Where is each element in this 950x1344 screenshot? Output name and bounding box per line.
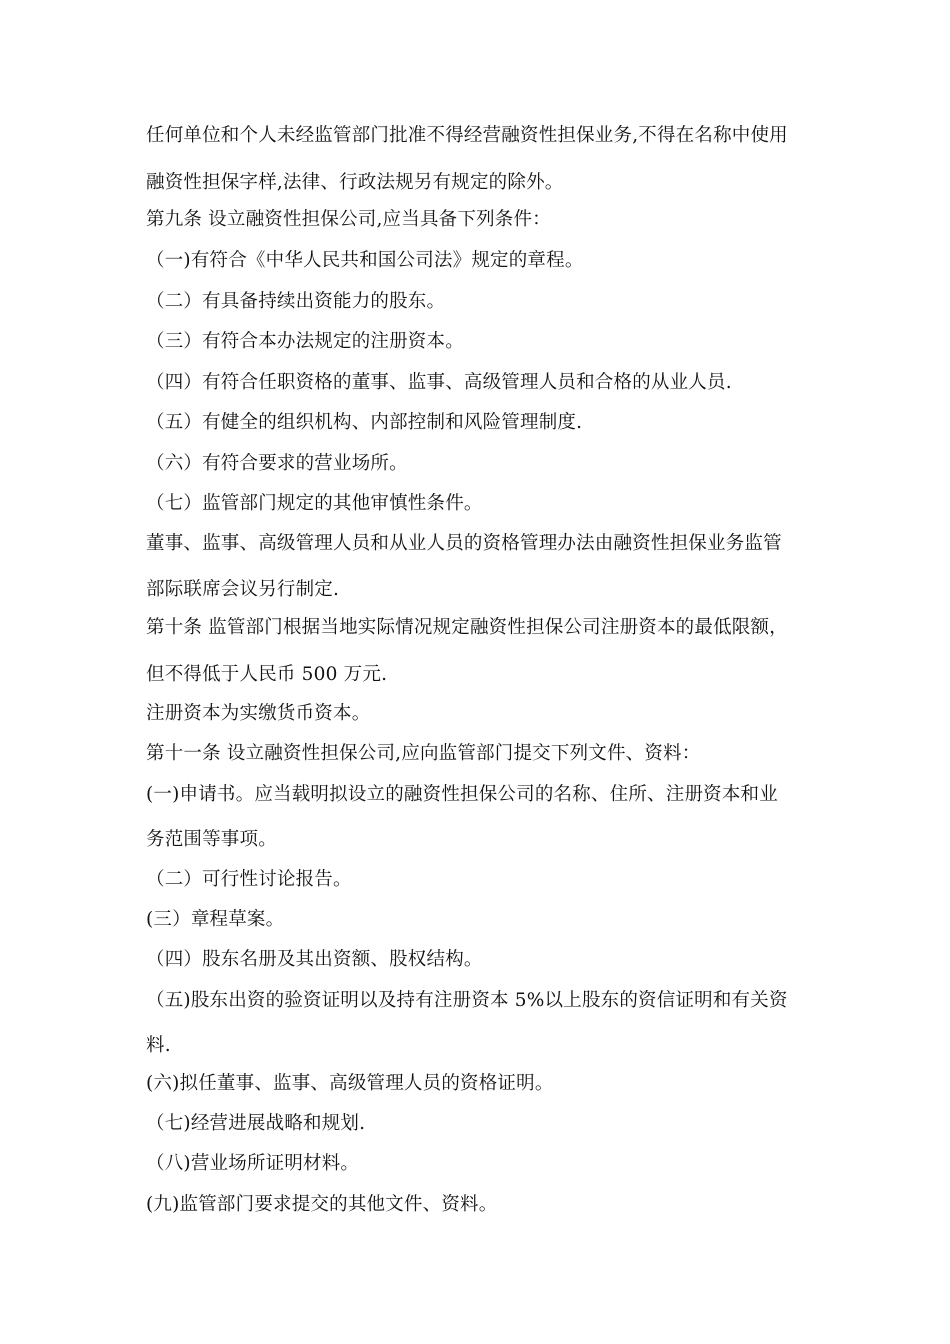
list-item: （五)股东出资的验资证明以及持有注册资本 5%以上股东的资信证明和有关资	[146, 990, 788, 1011]
list-item: (三）章程草案。	[146, 909, 285, 930]
text-line: 董事、监事、高级管理人员和从业人员的资格管理办法由融资性担保业务监管	[146, 533, 782, 554]
article-heading: 第九条 设立融资性担保公司,应当具备下列条件：	[146, 209, 551, 230]
list-item: （六）有符合要求的营业场所。	[146, 453, 408, 474]
list-item: (九)监管部门要求提交的其他文件、资料。	[146, 1194, 498, 1215]
text-line: 务范围等事项。	[146, 829, 277, 850]
text-line: 任何单位和个人未经监管部门批准不得经营融资性担保业务,不得在名称中使用	[146, 125, 788, 146]
list-item: （五）有健全的组织机构、内部控制和风险管理制度.	[146, 412, 583, 433]
list-item: （八)营业场所证明材料。	[146, 1153, 360, 1174]
text-line: 但不得低于人民币 500 万元.	[146, 664, 388, 685]
article-heading: 第十一条 设立融资性担保公司,应向监管部门提交下列文件、资料：	[146, 743, 701, 764]
list-item: (六)拟任董事、监事、高级管理人员的资格证明。	[146, 1073, 554, 1094]
list-item: （七）监管部门规定的其他审慎性条件。	[146, 493, 483, 514]
article-heading: 第十条 监管部门根据当地实际情况规定融资性担保公司注册资本的最低限额，	[146, 617, 788, 638]
list-item: （七)经营进展战略和规划.	[146, 1113, 366, 1134]
list-item: （四）有符合任职资格的董事、监事、高级管理人员和合格的从业人员.	[146, 372, 732, 393]
list-item: （一)有符合《中华人民共和国公司法》规定的章程。	[146, 250, 584, 271]
list-item: （二）有具备持续出资能力的股东。	[146, 291, 446, 312]
list-item: (一)申请书。应当载明拟设立的融资性担保公司的名称、住所、注册资本和业	[146, 784, 778, 805]
text-line: 融资性担保字样,法律、行政法规另有规定的除外。	[146, 172, 564, 193]
text-line: 部际联席会议另行制定.	[146, 579, 340, 600]
list-item: （四）股东名册及其出资额、股权结构。	[146, 949, 483, 970]
text-line: 注册资本为实缴货币资本。	[146, 703, 371, 724]
list-item: （二）可行性讨论报告。	[146, 869, 352, 890]
list-item: （三）有符合本办法规定的注册资本。	[146, 331, 464, 352]
text-line: 料.	[146, 1035, 171, 1056]
